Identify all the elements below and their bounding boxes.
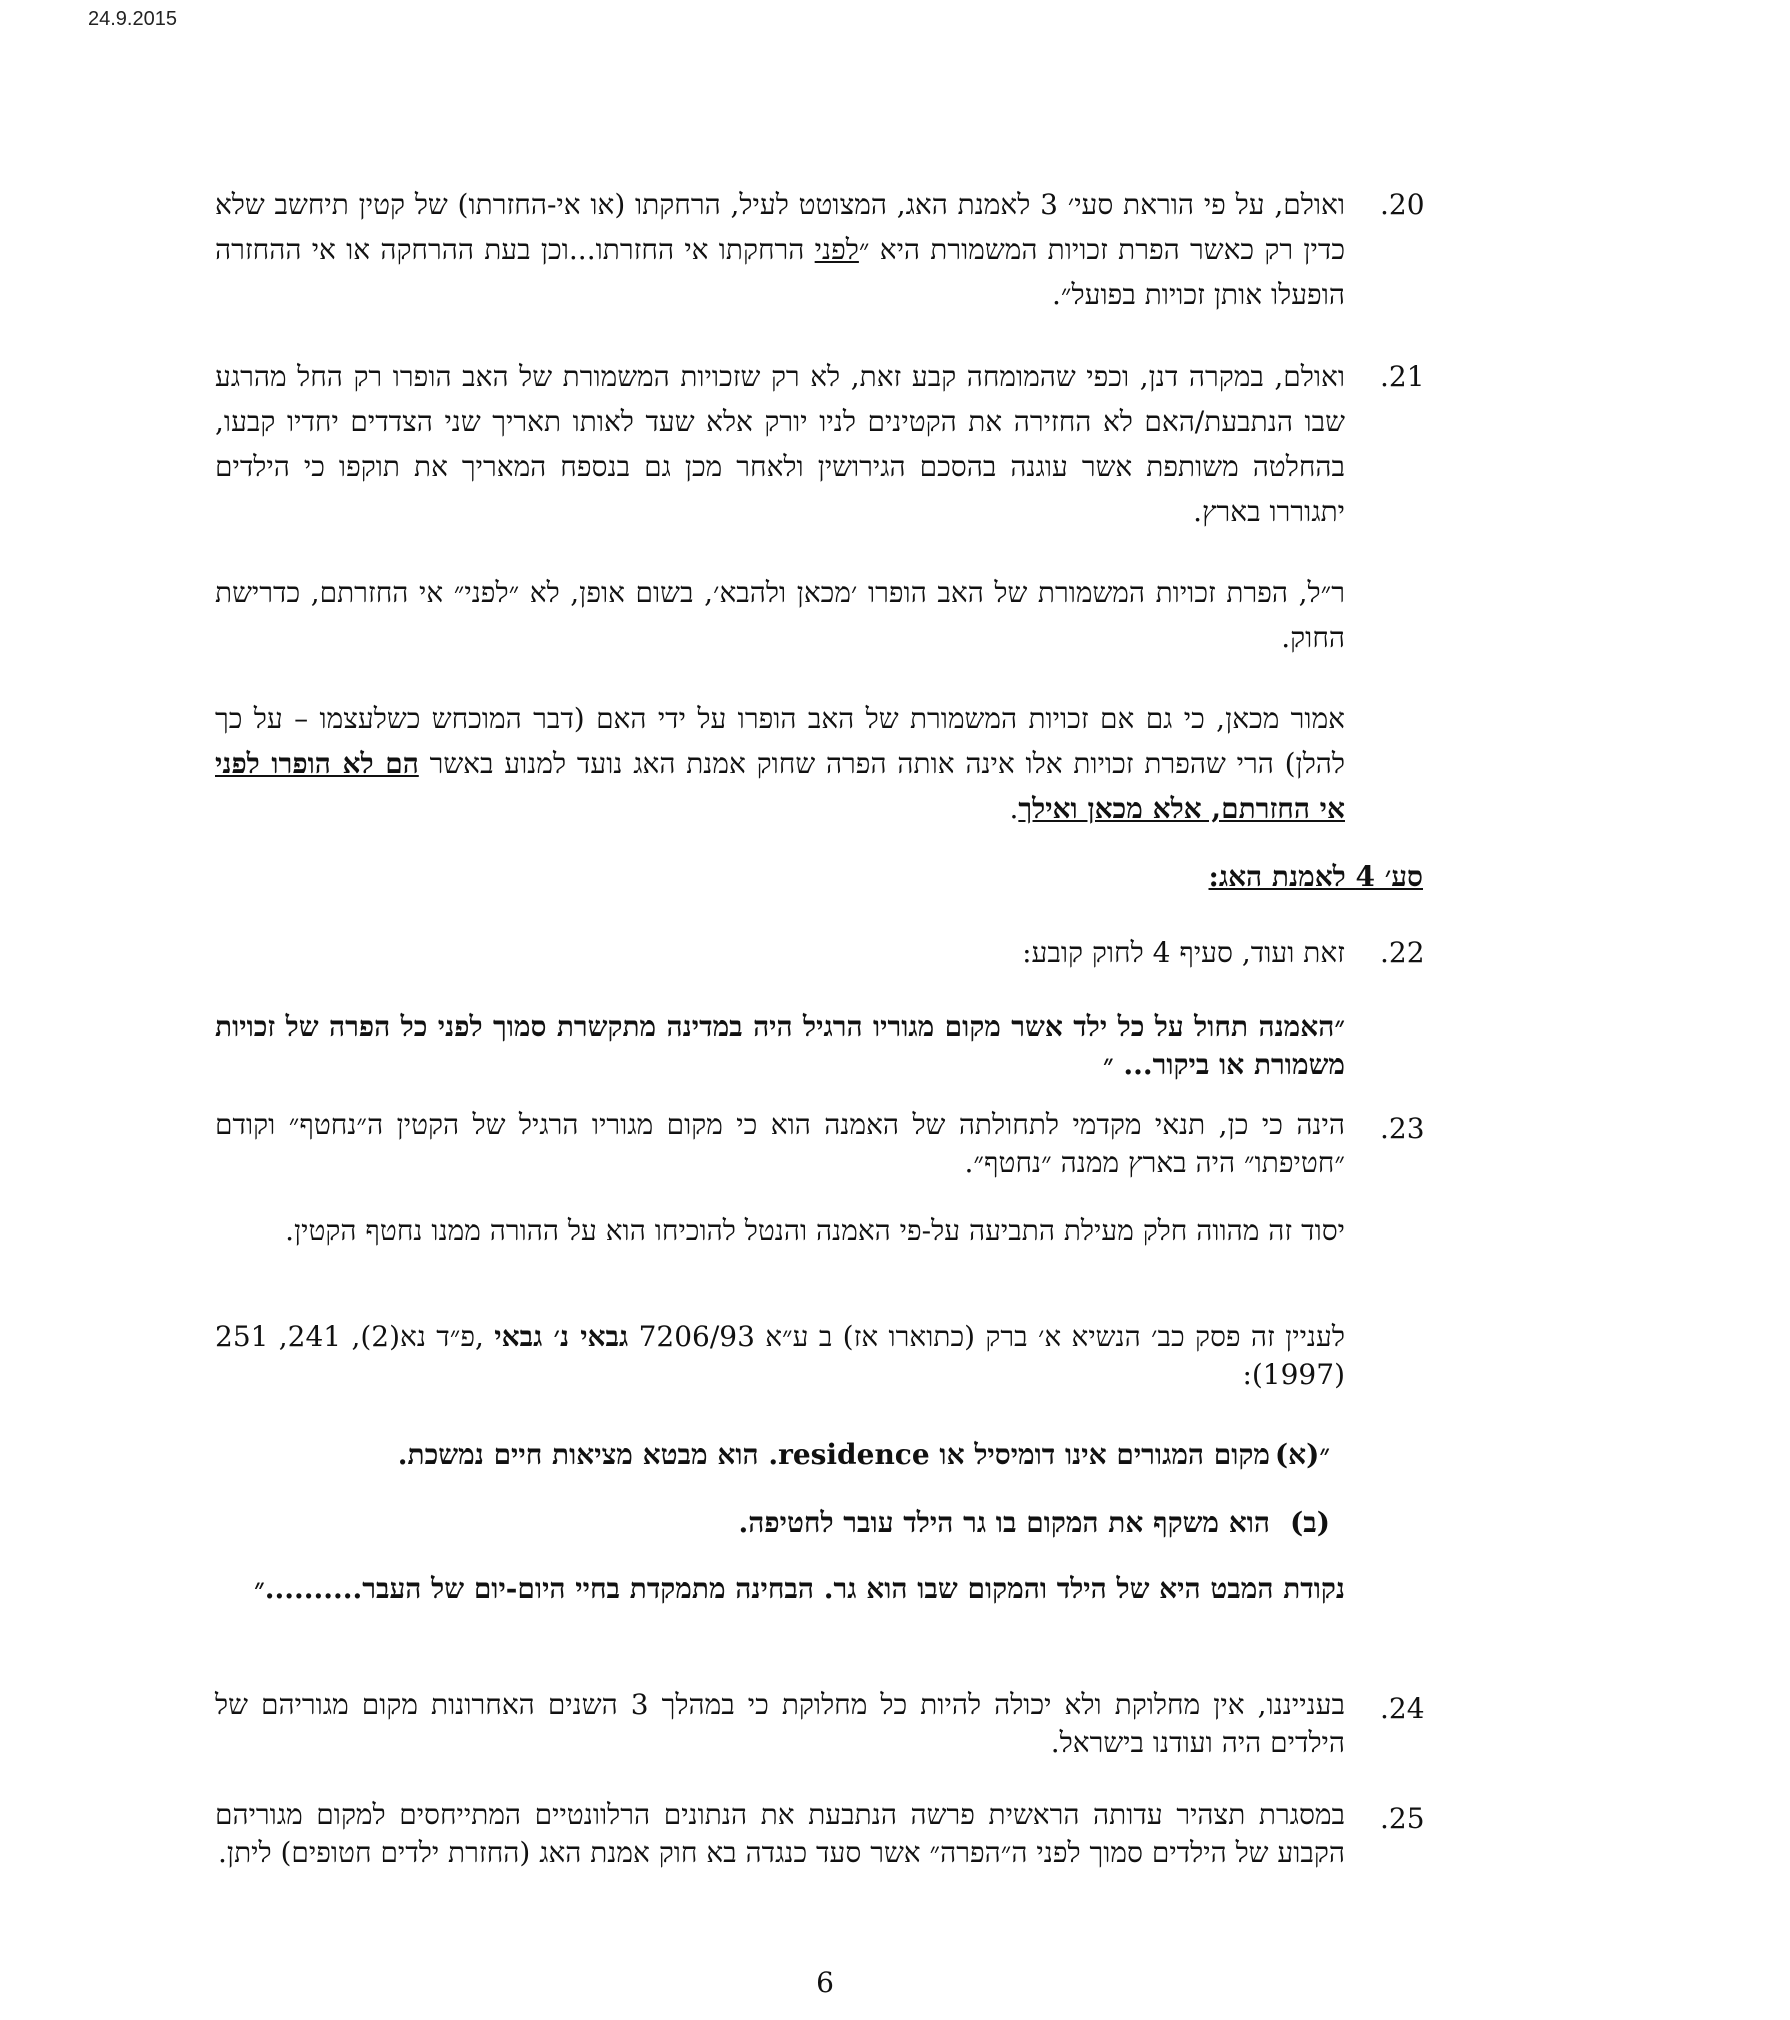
paragraph-21-conclusion-text-b: . (1009, 792, 1019, 825)
paragraph-21-conclusion (215, 696, 1345, 831)
paragraph-number-22: .22 (1380, 936, 1425, 969)
quote-item-b (215, 1504, 1330, 1542)
paragraph-23-citation-case-name: גבאי נ׳ גבאי (494, 1320, 629, 1353)
quote-item-a-label: ״(א) (1274, 1438, 1330, 1471)
quote-item-a-text: מקום המגורים אינו דומיסיל או residence. הוא מבטא מציאות חיים נמשכת. (397, 1438, 1270, 1471)
paragraph-number-20: .20 (1380, 188, 1425, 221)
quote-item-b-label: (ב) (1290, 1506, 1330, 1539)
quote-item-c: נקודת המבט היא של הילד והמקום שבו הוא גר. הבחינה מתמקדת בחיי היום-יום של העבר..........״ (254, 1572, 1345, 1605)
paragraph-23-citation (215, 1318, 1345, 1394)
paragraph-number-23: .23 (1380, 1112, 1425, 1145)
quote-item-b-text: הוא משקף את המקום בו גר הילד עובר לחטיפה. (738, 1506, 1270, 1539)
paragraph-24: בענייננו, אין מחלוקת ולא יכולה להיות כל מחלוקת כי במהלך 3 השנים האחרונות מקום מגוריהם של הילדים היה ועודנו בישראל. (215, 1688, 1345, 1759)
document-date: 24.9.2015 (88, 8, 177, 30)
paragraph-21-conclusion-emphasis: הם לא הופרו לפני אי החזרתם, אלא מכאן ואילך (215, 747, 1345, 825)
paragraph-23: הינה כי כן, תנאי מקדמי לתחולתה של האמנה הוא כי מקום מגוריו הרגיל של הקטין ה״נחטף״ וקודם ״חטיפתו״ היה בארץ ממנה ״נחטף״. (215, 1108, 1345, 1179)
paragraph-21-conclusion-text-a: אמור מכאן, כי גם אם זכויות המשמורת של האב הופרו על ידי האם (דבר המוכחש כשלעצמו – על כך להלן) הרי שהפרת זכויות אלו אינה אותה הפרה שחוק אמנת האג נועד למנוע באשר (215, 702, 1345, 780)
section-heading: סע׳ 4 לאמנת האג: (1208, 860, 1423, 893)
paragraph-22: זאת ועוד, סעיף 4 לחוק קובע: (1022, 936, 1345, 969)
paragraph-23-citation-text-b: ,פ״ד נא(2), 241, 251 (1997): (215, 1320, 1345, 1391)
quote-item-a (215, 1436, 1330, 1474)
paragraph-number-21: .21 (1380, 360, 1425, 393)
paragraph-20-underlined: לפני (814, 233, 859, 266)
paragraph-22-quote: ״האמנה תחול על כל ילד אשר מקום מגוריו הרגיל היה במדינה מתקשרת סמוך לפני כל הפרה של זכויות משמורת או ביקור... ״ (215, 1010, 1345, 1081)
paragraph-23-burden: יסוד זה מהווה חלק מעילת התביעה על-פי האמנה והנטל להוכיחו הוא על ההורה ממנו נחטף הקטין. (285, 1214, 1345, 1247)
paragraph-20-text-a: ואולם, על פי הוראת סעי׳ 3 לאמנת האג, המצוטט לעיל, הרחקתו (או אי-החזרתו) של קטין תיחשב שלא כדין רק כאשר הפרת זכויות המשמורת היא ״ (215, 188, 1346, 266)
paragraph-21-continuation: ר״ל, הפרת זכויות המשמורת של האב הופרו ׳מכאן ולהבא׳, בשום אופן, לא ״לפני״ אי החזרתם, כדרישת החוק. (215, 576, 1345, 654)
paragraph-25: במסגרת תצהיר עדותה הראשית פרשה הנתבעת את הנתונים הרלוונטיים המתייחסים למקום מגוריהם הקבוע של הילדים סמוך לפני ה״הפרה״ אשר סעד כנגדה בא חוק אמנת האג (החזרת ילדים חטופים) ליתן. (215, 1798, 1345, 1869)
paragraph-20-text-b: הרחקתו אי החזרתו...וכן בעת ההרחקה או אי ההחזרה הופעלו אותן זכויות בפועל״. (215, 233, 1345, 311)
page-number: 6 (816, 1966, 834, 1999)
paragraph-23-citation-text-a: לעניין זה פסק כב׳ הנשיא א׳ ברק (כתוארו אז) ב ע״א 7206/93 (628, 1320, 1345, 1353)
paragraph-21: ואולם, במקרה דנן, וכפי שהמומחה קבע זאת, לא רק שזכויות המשמורת של האב הופרו רק החל מהרגע שבו הנתבעת/האם לא החזירה את הקטינים לניו יורק אלא שעד לאותו תאריך שני הצדדים יחדיו קבעו, בהחלטה משותפת אשר עוגנה בהסכם הגירושין ולאחר מכן גם בנספח המאריך את תוקפו כי הילדים יתגוררו בארץ. (215, 360, 1345, 528)
paragraph-number-24: .24 (1380, 1692, 1425, 1725)
paragraph-20 (215, 182, 1345, 317)
paragraph-number-25: .25 (1380, 1802, 1425, 1835)
